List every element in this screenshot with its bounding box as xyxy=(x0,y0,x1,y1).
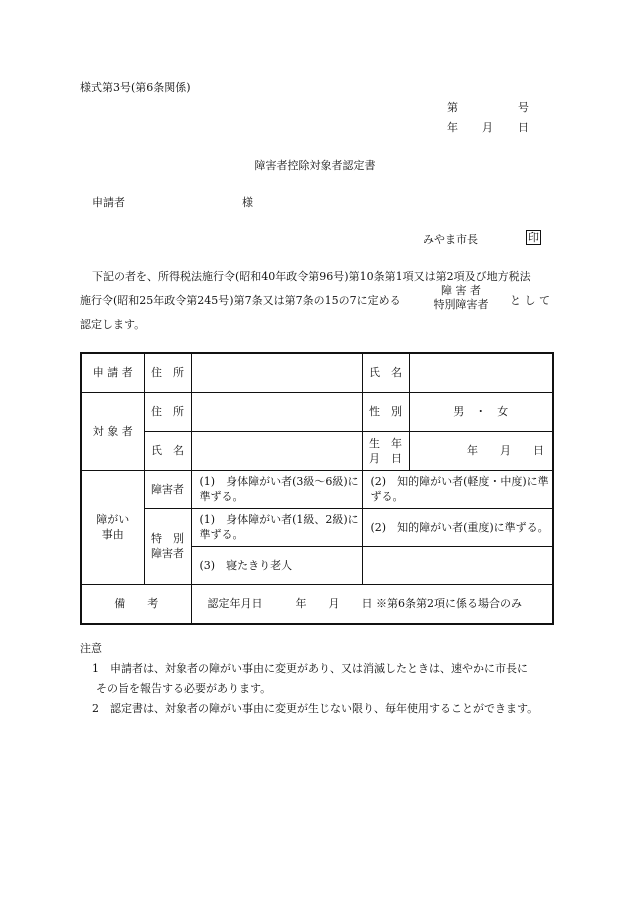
special-label-top: 特 別 xyxy=(151,532,184,545)
note-item-2: 2 認定書は、対象者の障がい事由に変更が生じない限り、毎年使用することができます。 xyxy=(92,702,539,715)
special-option-1[interactable]: (1) 身体障がい者(1級、2級)に準ずる。 xyxy=(191,508,362,546)
special-option-2[interactable]: (2) 知的障がい者(重度)に準ずる。 xyxy=(362,508,553,546)
document-title: 障害者控除対象者認定書 xyxy=(254,159,376,172)
note-item-1-line-1: 1 申請者は、対象者の障がい事由に変更があり、又は消滅したときは、速やかに市長に xyxy=(92,662,528,675)
body-choice-special: 特別障害者 xyxy=(433,298,489,311)
doc-date-year: 年 xyxy=(447,121,458,134)
form-number: 様式第3号(第6条関係) xyxy=(80,81,191,94)
doc-date-day: 日 xyxy=(518,121,529,134)
doc-number-dai: 第 xyxy=(447,101,458,114)
body-choice xyxy=(420,284,502,312)
applicant-address-label: 住 所 xyxy=(144,353,191,392)
birth-label-bottom: 月 日 xyxy=(369,451,402,465)
subject-name-field[interactable] xyxy=(191,431,362,470)
body-line-1: 下記の者を、所得税法施行令(昭和40年政令第96号)第10条第1項又は第2項及び地方税法 xyxy=(92,270,531,283)
doc-number-go: 号 xyxy=(518,101,529,114)
certificate-table xyxy=(80,352,554,625)
remarks-content[interactable]: 認定年月日 年 月 日 ※第6条第2項に係る場合のみ xyxy=(191,584,553,624)
body-line-3: 認定します。 xyxy=(80,318,146,331)
subject-birth-label xyxy=(362,431,409,470)
disabled-option-1[interactable]: (1) 身体障がい者(3級～6級)に準ずる。 xyxy=(191,470,362,508)
applicant-name-field[interactable] xyxy=(409,353,553,392)
disabled-option-2[interactable]: (2) 知的障がい者(軽度・中度)に準ずる。 xyxy=(362,470,553,508)
applicant-header: 申 請 者 xyxy=(81,353,144,392)
applicant-name-label: 氏 名 xyxy=(362,353,409,392)
subject-birth-date[interactable]: 年 月 日 xyxy=(409,431,553,470)
applicant-honorific: 様 xyxy=(242,196,253,209)
note-item-1-line-2: その旨を報告する必要があります。 xyxy=(96,682,272,695)
body-choice-disabled: 障 害 者 xyxy=(441,284,481,297)
special-option-empty xyxy=(362,546,553,584)
remarks-label: 備 考 xyxy=(81,584,191,624)
birth-label-top: 生 年 xyxy=(369,436,402,450)
subject-name-label: 氏 名 xyxy=(144,431,191,470)
subject-header: 対 象 者 xyxy=(81,392,144,470)
disabled-label: 障害者 xyxy=(144,470,191,508)
subject-address-label: 住 所 xyxy=(144,392,191,431)
special-disabled-label xyxy=(144,508,191,584)
body-suffix: と し て xyxy=(510,294,550,307)
doc-date-month: 月 xyxy=(482,121,493,134)
subject-sex-options[interactable]: 男 ・ 女 xyxy=(409,392,553,431)
notes-heading: 注意 xyxy=(80,642,102,655)
body-line-2: 施行令(昭和25年政令第245号)第7条又は第7条の15の7に定める xyxy=(80,294,401,307)
special-label-bottom: 障害者 xyxy=(151,547,184,560)
reason-header: 障がい事由 xyxy=(81,470,144,584)
mayor-name: みやま市長 xyxy=(423,233,478,246)
applicant-label: 申請者 xyxy=(92,196,125,209)
subject-sex-label: 性 別 xyxy=(362,392,409,431)
subject-address-field[interactable] xyxy=(191,392,362,431)
applicant-address-field[interactable] xyxy=(191,353,362,392)
seal-mark: 印 xyxy=(528,231,539,244)
special-option-3[interactable]: (3) 寝たきり老人 xyxy=(191,546,362,584)
